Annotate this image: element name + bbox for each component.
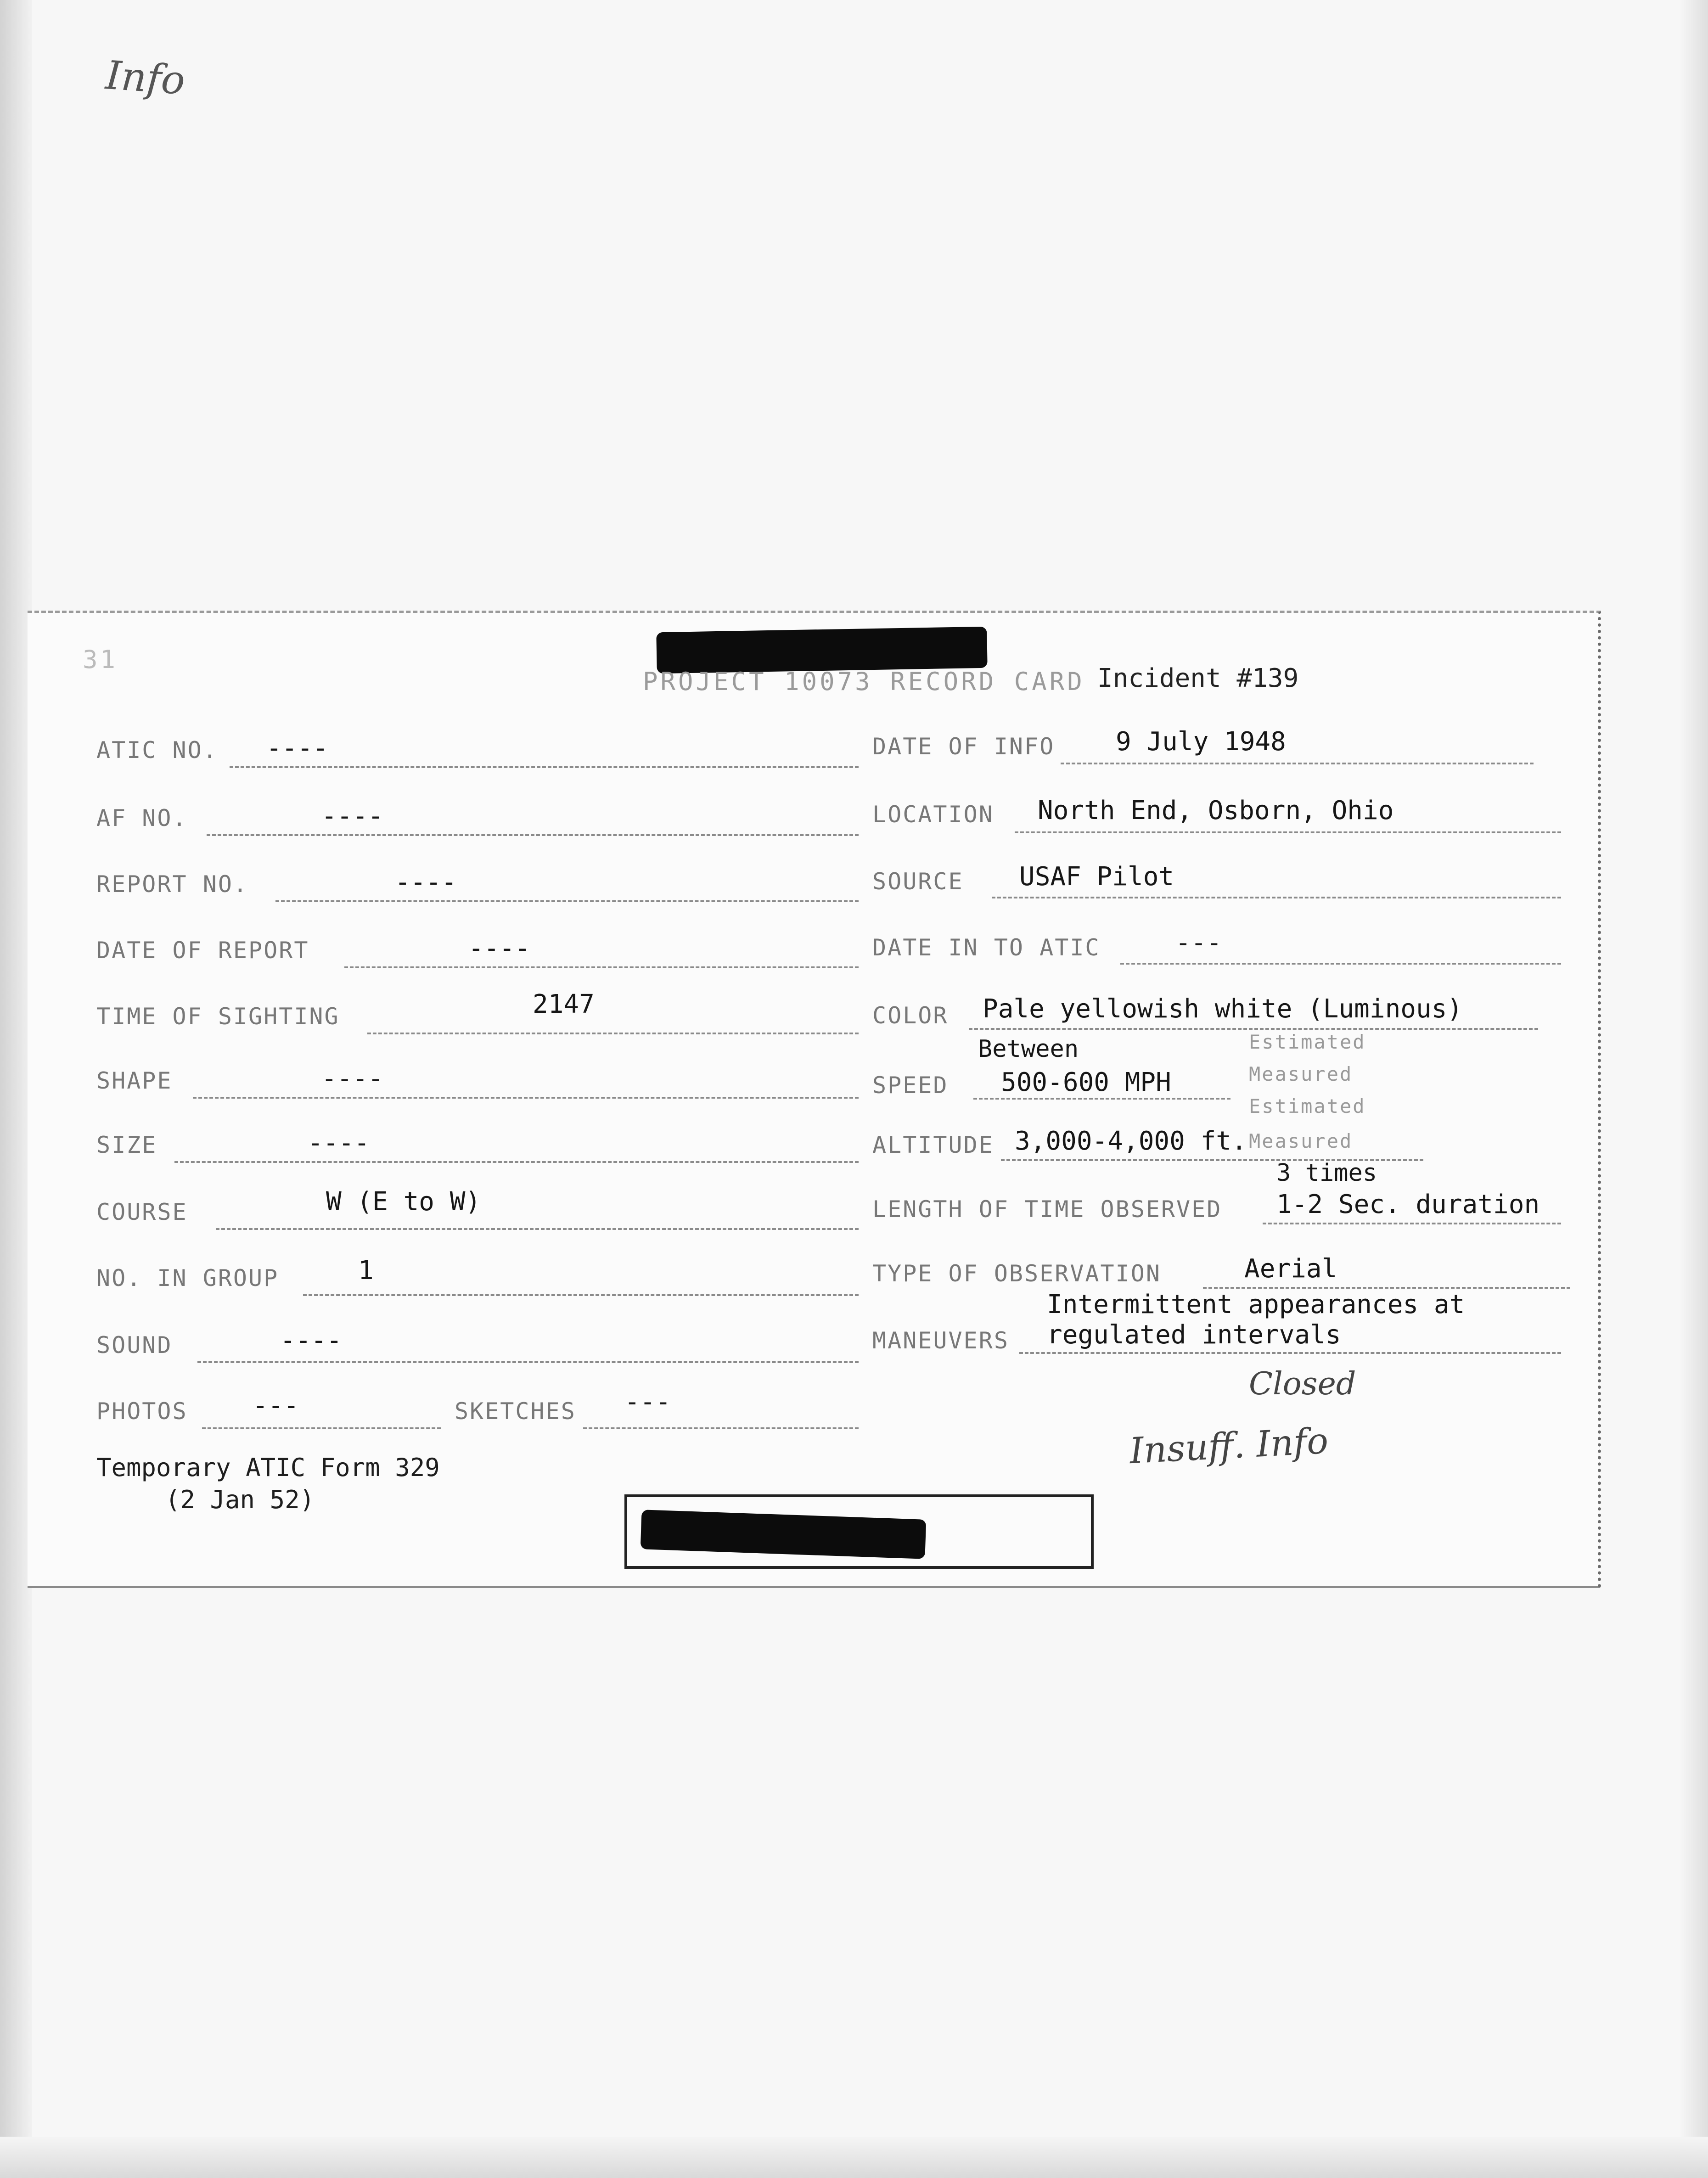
altitude-option: Measured [1249,1130,1353,1152]
form-id-line1: Temporary ATIC Form 329 [96,1453,440,1482]
source-line [992,897,1561,898]
no-in-group-value: 1 [358,1256,374,1285]
form-id-line2: (2 Jan 52) [165,1485,315,1514]
date-in-to-atic-label: DATE IN TO ATIC [872,934,1101,961]
length-of-time-note: 3 times [1276,1159,1377,1187]
no-in-group-line [303,1294,859,1296]
corner-mark: 31 [83,645,118,674]
report-no-label: REPORT NO. [96,871,249,898]
length-of-time-label: LENGTH OF TIME OBSERVED [872,1196,1222,1223]
altitude-value: 3,000-4,000 ft. [1015,1126,1247,1156]
location-value: North End, Osborn, Ohio [1038,796,1394,825]
shape-label: SHAPE [96,1067,173,1094]
date-of-report-line [344,966,859,968]
handwritten-note-insuff-info: Insuff. Info [1128,1420,1330,1472]
shape-line [193,1097,859,1099]
size-label: SIZE [96,1132,157,1158]
source-label: SOURCE [872,868,964,895]
top-handwritten-mark: Info [104,52,187,104]
sound-line [197,1361,859,1363]
size-line [174,1161,859,1163]
photos-line [202,1427,441,1429]
af-no-label: AF NO. [96,805,188,831]
atic-no-label: ATIC NO. [96,737,218,763]
date-in-to-atic-line [1120,963,1561,965]
maneuvers-line [1019,1352,1561,1354]
photos-label: PHOTOS [96,1398,188,1425]
maneuvers-label: MANEUVERS [872,1327,1009,1354]
length-of-time-line [1263,1223,1561,1224]
speed-option-1: Estimated [1249,1031,1366,1053]
location-label: LOCATION [872,801,994,828]
date-of-info-label: DATE OF INFO [872,733,1055,760]
sketches-value: --- [624,1387,671,1417]
shape-value: ---- [321,1064,383,1094]
speed-option-2: Measured [1249,1063,1353,1085]
sketches-line [583,1427,859,1429]
speed-note: Between [978,1035,1079,1063]
speed-label: SPEED [872,1072,949,1099]
sound-value: ---- [280,1325,342,1355]
redaction-bar-header [656,627,987,674]
size-value: ---- [308,1128,370,1158]
af-no-line [207,834,859,836]
date-in-to-atic-value: --- [1175,928,1222,958]
maneuvers-value-line1: Intermittent appearances at [1047,1290,1465,1319]
type-of-observation-value: Aerial [1244,1254,1337,1284]
location-line [1015,831,1561,833]
no-in-group-label: NO. IN GROUP [96,1265,279,1291]
scan-edge-right [1680,0,1708,2178]
speed-option-3: Estimated [1249,1095,1366,1117]
type-of-observation-label: TYPE OF OBSERVATION [872,1260,1161,1287]
color-value: Pale yellowish white (Luminous) [983,994,1463,1024]
type-of-observation-line [1203,1287,1570,1289]
classification-stamp-box [624,1494,1094,1569]
color-line [969,1028,1538,1030]
time-of-sighting-value: 2147 [533,989,595,1019]
course-label: COURSE [96,1199,188,1225]
length-of-time-value: 1-2 Sec. duration [1276,1190,1540,1219]
date-of-info-line [1061,763,1534,764]
speed-line [973,1098,1230,1100]
time-of-sighting-line [367,1033,859,1034]
course-value: W (E to W) [326,1187,481,1217]
color-label: COLOR [872,1002,949,1029]
af-no-value: ---- [321,801,383,831]
atic-no-line [230,766,859,768]
maneuvers-value-line2: regulated intervals [1047,1320,1341,1350]
course-line [216,1228,859,1230]
record-card [28,611,1601,1588]
time-of-sighting-label: TIME OF SIGHTING [96,1003,340,1030]
date-of-info-value: 9 July 1948 [1116,727,1286,757]
report-no-value: ---- [395,867,457,897]
photos-value: --- [253,1391,299,1420]
date-of-report-value: ---- [468,933,530,963]
source-value: USAF Pilot [1019,862,1174,892]
date-of-report-label: DATE OF REPORT [96,937,309,964]
speed-value: 500-600 MPH [1001,1067,1171,1097]
sound-label: SOUND [96,1332,173,1358]
altitude-label: ALTITUDE [872,1132,994,1158]
atic-no-value: ---- [266,733,328,763]
report-no-line [275,900,859,902]
incident-number: Incident #139 [1097,663,1299,693]
handwritten-note-closed: Closed [1249,1366,1356,1402]
scan-edge-bottom [0,2137,1708,2178]
sketches-label: SKETCHES [455,1398,576,1425]
card-title: PROJECT 10073 RECORD CARD [643,667,1085,696]
